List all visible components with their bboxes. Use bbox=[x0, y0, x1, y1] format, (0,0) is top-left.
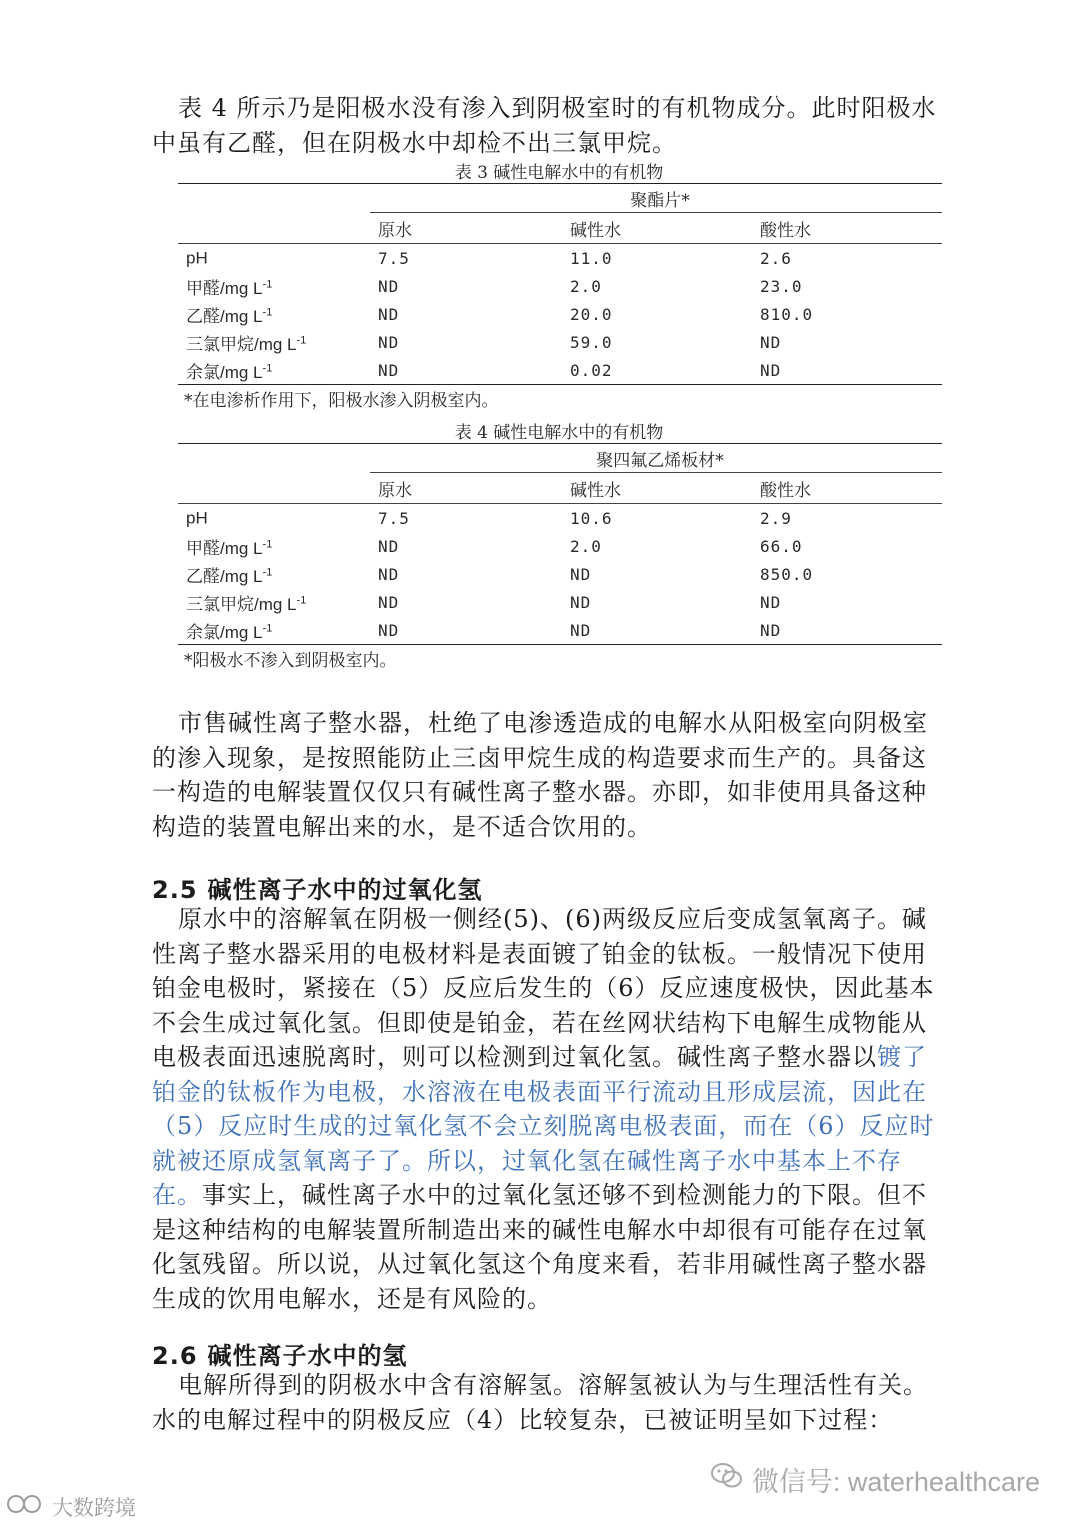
table-cell: 2.0 bbox=[570, 276, 602, 296]
market-paragraph: 市售碱性离子整水器，杜绝了电渗透造成的电解水从阳极室向阴极室的渗入现象，是按照能防止三卤甲烷生成的构造要求而生产的。具备这一构造的电解装置仅仅只有碱性离子整水器。亦即，如非使用具备这种构造的装置电解出来的水，是不适合饮用的。 bbox=[152, 709, 928, 841]
table-row bbox=[178, 532, 942, 560]
table-cell: ND bbox=[760, 332, 782, 352]
section-2-5-body: 原水中的溶解氧在阴极一侧经(5)、(6)两级反应后变成氢氧离子。碱性离子整水器采用的电极材料是表面镀了铂金的钛板。一般情况下使用铂金电极时，紧接在（5）反应后发生的（6）反应速度极快，因此基本不会生成过氧化氢。但即使是铂金，若在丝网状结构下电解生成物能从电极表面迅速脱离时，则可以检测到过氧化氢。碱性离子整水器以镀了铂金的钛板作为电极，水溶液在电极表面平行流动且形成层流，因此在（5）反应时生成的过氧化氢不会立刻脱离电极表面，而在（6）反应时就被还原成氢氧离子了。所以，过氧化氢在碱性离子水中基本上不存在。事实上，碱性离子水中的过氧化氢还够不到检测能力的下限。但不是这种结构的电解装置所制造出来的碱性电解水中却很有可能存在过氧化氢残留。所以说，从过氧化氢这个角度来看，若非用碱性离子整水器生成的饮用电解水，还是有风险的。 bbox=[152, 905, 935, 1313]
table4-caption: 表 4 碱性电解水中的有机物 bbox=[454, 423, 664, 443]
table-row bbox=[178, 588, 942, 616]
table4-col-raw: 原水 bbox=[370, 473, 562, 504]
section-2-6-heading: 2.6 碱性离子水中的氢 bbox=[152, 1341, 408, 1370]
row-label: 三氯甲烷/mg $L^{-1}$ bbox=[186, 333, 307, 354]
table4-col-alkaline: 碱性水 bbox=[562, 473, 752, 504]
table3-group-row bbox=[178, 184, 942, 213]
table-cell: ND bbox=[370, 356, 562, 385]
table-cell: 23.0 bbox=[760, 276, 803, 296]
row-label: 三氯甲烷/mg $L^{-1}$ bbox=[186, 593, 307, 614]
row-label: 乙醛/mg $L^{-1}$ bbox=[186, 305, 273, 326]
table-cell: ND bbox=[378, 564, 400, 584]
site-logo-watermark: 大数跨境 bbox=[6, 1492, 136, 1522]
table3-header-row bbox=[178, 213, 942, 244]
table-row bbox=[178, 244, 942, 273]
table-cell: ND bbox=[752, 616, 942, 645]
table-cell: 59.0 bbox=[570, 332, 613, 352]
row-label: 甲醛/mg $L^{-1}$ bbox=[186, 537, 273, 558]
table4-group-row bbox=[178, 444, 942, 473]
table-cell: ND bbox=[378, 592, 400, 612]
table-cell: 66.0 bbox=[760, 536, 803, 556]
table4-group-header: 聚四氟乙烯板材* bbox=[370, 444, 942, 473]
section-2-5-heading: 2.5 碱性离子水中的过氧化氢 bbox=[152, 875, 483, 904]
table3-note: *在电渗析作用下，阳极水渗入阴极室内。 bbox=[184, 391, 499, 411]
row-label: pH bbox=[186, 508, 208, 528]
table3-col-alkaline: 碱性水 bbox=[562, 213, 752, 244]
table-cell: ND bbox=[760, 592, 782, 612]
table4 bbox=[178, 443, 942, 645]
table4-col-acidic: 酸性水 bbox=[752, 473, 942, 504]
table-cell: 20.0 bbox=[570, 304, 613, 324]
table-cell: 810.0 bbox=[760, 304, 814, 324]
table-cell: 11.0 bbox=[570, 248, 613, 268]
table-cell: ND bbox=[370, 616, 562, 645]
table-row bbox=[178, 356, 942, 385]
row-label: 甲醛/mg $L^{-1}$ bbox=[186, 277, 273, 298]
table-cell: ND bbox=[752, 356, 942, 385]
table-cell: ND bbox=[378, 332, 400, 352]
table-cell: 7.5 bbox=[378, 508, 410, 528]
table-row bbox=[178, 328, 942, 356]
logo-icon bbox=[6, 1493, 46, 1521]
table-cell: 7.5 bbox=[378, 248, 410, 268]
table-cell: 2.6 bbox=[760, 248, 792, 268]
table-cell: 0.02 bbox=[562, 356, 752, 385]
table4-note: *阳极水不渗入到阴极室内。 bbox=[184, 651, 397, 671]
table-row bbox=[178, 560, 942, 588]
table-cell: 2.9 bbox=[760, 508, 792, 528]
table-row bbox=[178, 272, 942, 300]
table4-header-row bbox=[178, 473, 942, 504]
table3 bbox=[178, 183, 942, 385]
table3-col-acidic: 酸性水 bbox=[752, 213, 942, 244]
table-row bbox=[178, 616, 942, 645]
wechat-watermark: 微信号: waterhealthcare bbox=[710, 1460, 1040, 1499]
wechat-icon bbox=[710, 1462, 744, 1497]
table3-caption: 表 3 碱性电解水中的有机物 bbox=[454, 163, 664, 183]
table-cell: 2.0 bbox=[570, 536, 602, 556]
table3-group-header: 聚酯片* bbox=[370, 184, 942, 213]
table-cell: ND bbox=[378, 536, 400, 556]
table-row bbox=[178, 504, 942, 533]
row-label: 余氯/mg $L^{-1}$ bbox=[178, 356, 370, 385]
table-cell: 10.6 bbox=[570, 508, 613, 528]
table-cell: 850.0 bbox=[760, 564, 814, 584]
row-label: 余氯/mg $L^{-1}$ bbox=[178, 616, 370, 645]
table-cell: ND bbox=[562, 616, 752, 645]
row-label: pH bbox=[186, 248, 208, 268]
table-cell: ND bbox=[378, 276, 400, 296]
table-cell: ND bbox=[570, 592, 592, 612]
section-2-6-body: 电解所得到的阴极水中含有溶解氢。溶解氢被认为与生理活性有关。水的电解过程中的阴极反应（4）比较复杂，已被证明呈如下过程： bbox=[152, 1371, 928, 1434]
row-label: 乙醛/mg $L^{-1}$ bbox=[186, 565, 273, 586]
table-row bbox=[178, 300, 942, 328]
table-cell: ND bbox=[378, 304, 400, 324]
table3-col-raw: 原水 bbox=[370, 213, 562, 244]
highlighted-text: 镀了铂金的钛板作为电极，水溶液在电极表面平行流动且形成层流，因此在（5）反应时生成的过氧化氢不会立刻脱离电极表面，而在（6）反应时就被还原成氢氧离子了。所以，过氧化氢在碱性离子水中基本上不存在。 bbox=[152, 1043, 935, 1209]
table-cell: ND bbox=[570, 564, 592, 584]
intro-paragraph: 表 4 所示乃是阳极水没有渗入到阴极室时的有机物成分。此时阳极水中虽有乙醛，但在阴极水中却检不出三氯甲烷。 bbox=[152, 94, 937, 157]
